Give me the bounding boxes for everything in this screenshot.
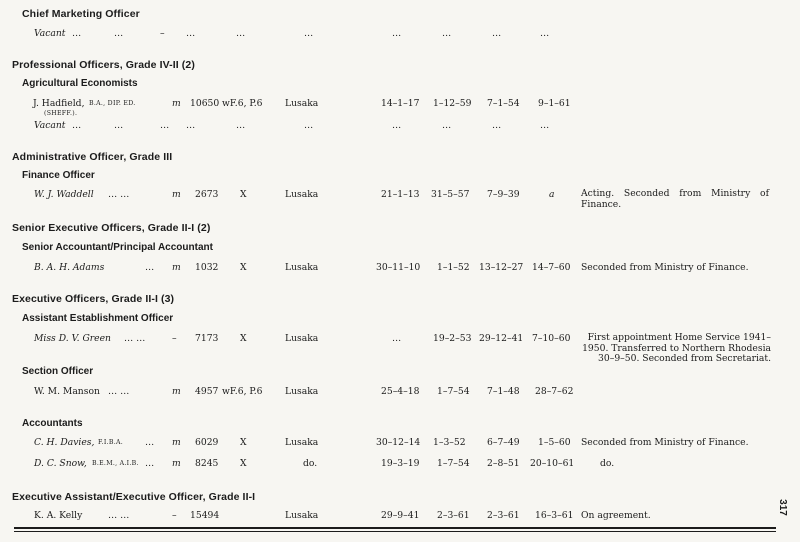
section-heading: Senior Executive Officers, Grade II-I (2): [12, 222, 211, 234]
salary: 10650: [190, 98, 220, 109]
station: Lusaka: [285, 510, 319, 521]
leader-dots: …: [160, 120, 170, 131]
officer-name: Vacant: [34, 120, 66, 131]
officer-name: Miss D. V. Green: [34, 333, 111, 344]
officer-name: Vacant: [34, 28, 66, 39]
degree: B.A., DIP. ED.: [89, 100, 136, 107]
leader-dots: … …: [124, 333, 146, 344]
next-date: a: [549, 189, 555, 200]
remarks: Seconded from Ministry of Finance.: [581, 437, 749, 448]
remarks: Acting. Seconded from Ministry of Finance.: [581, 188, 769, 210]
leader-dots: … …: [108, 510, 130, 521]
salary: 15494: [190, 510, 220, 521]
officer-name: W. J. Waddell: [34, 189, 94, 200]
station: do.: [303, 458, 318, 469]
leader-dots: …: [145, 437, 155, 448]
station: Lusaka: [285, 437, 319, 448]
post-date: 6–7–49: [487, 437, 520, 448]
next-blank: …: [540, 28, 550, 39]
leader-dots: …: [72, 28, 82, 39]
section-heading: Chief Marketing Officer: [22, 8, 140, 20]
grade: X: [240, 333, 247, 344]
subsection-heading: Section Officer: [22, 366, 94, 377]
birth-blank: …: [392, 28, 402, 39]
subsection-heading: Accountants: [22, 418, 83, 429]
salary-blank: …: [186, 120, 196, 131]
grade: X: [240, 189, 247, 200]
officer-name: W. M. Manson: [34, 386, 100, 397]
next-date: 14–7–60: [532, 262, 571, 273]
leader-dots: …: [114, 120, 124, 131]
appointment-date: 1–7–54: [437, 458, 470, 469]
appointment-date: 31–5–57: [431, 189, 470, 200]
bottom-rule: [14, 527, 776, 529]
post-date: 7–1–48: [487, 386, 520, 397]
next-date: 7–10–60: [532, 333, 571, 344]
grade: X: [240, 437, 247, 448]
officer-name: C. H. Davies,: [34, 437, 95, 448]
salary-blank: …: [186, 28, 196, 39]
birth-date: 19–3–19: [381, 458, 420, 469]
appt-blank: …: [442, 28, 452, 39]
salary: 6029: [195, 437, 219, 448]
bottom-rule: [14, 531, 776, 532]
remarks: On agreement.: [581, 510, 651, 521]
birth-date: 25–4–18: [381, 386, 420, 397]
station-blank: …: [304, 28, 314, 39]
salary: 4957: [195, 386, 219, 397]
section-heading: Executive Assistant/Executive Officer, Grade II-I: [12, 491, 256, 503]
remarks: First appointment Home Service 1941–1950. Transferred to Northern Rhodesia 30–9–50. Seconded from Secretariat.: [582, 332, 771, 364]
status: m: [172, 458, 181, 469]
post-blank: …: [492, 120, 502, 131]
status: –: [172, 333, 177, 344]
officer-name: D. C. Snow,: [34, 458, 87, 469]
grade-blank: …: [236, 120, 246, 131]
next-date: 9–1–61: [538, 98, 571, 109]
post-date: 7–1–54: [487, 98, 520, 109]
officer-name: B. A. H. Adams: [34, 262, 105, 273]
leader-dots: …: [145, 262, 155, 273]
post-date: 13–12–27: [479, 262, 524, 273]
degree: B.E.M., A.I.B.: [92, 460, 139, 467]
subsection-heading: Finance Officer: [22, 170, 95, 181]
birth-date: 30–12–14: [376, 437, 421, 448]
grade: wF.6, P.6: [222, 386, 263, 397]
status: m: [172, 386, 181, 397]
post-date: 2–3–61: [487, 510, 520, 521]
station-blank: …: [304, 120, 314, 131]
status: m: [172, 189, 181, 200]
leader-dots: …: [114, 28, 124, 39]
station: Lusaka: [285, 386, 319, 397]
appointment-date: 1–12–59: [433, 98, 472, 109]
grade: X: [240, 458, 247, 469]
birth-date: …: [392, 333, 402, 344]
station: Lusaka: [285, 98, 319, 109]
appointment-date: 2–3–61: [437, 510, 470, 521]
degree-cont: (SHEFF.).: [44, 110, 78, 117]
status: m: [172, 437, 181, 448]
appointment-date: 1–7–54: [437, 386, 470, 397]
birth-date: 30–11–10: [376, 262, 421, 273]
appt-blank: …: [442, 120, 452, 131]
station: Lusaka: [285, 262, 319, 273]
leader-dots: … …: [108, 386, 130, 397]
birth-blank: …: [392, 120, 402, 131]
birth-date: 14–1–17: [381, 98, 420, 109]
salary: 2673: [195, 189, 219, 200]
appointment-date: 1–1–52: [437, 262, 470, 273]
post-date: 7–9–39: [487, 189, 520, 200]
status: –: [172, 510, 177, 521]
status: m: [172, 262, 181, 273]
salary: 7173: [195, 333, 219, 344]
section-heading: Professional Officers, Grade IV-II (2): [12, 59, 195, 71]
page-number: 317: [776, 499, 788, 516]
section-heading: Executive Officers, Grade II-I (3): [12, 293, 175, 305]
officer-name: K. A. Kelly: [34, 510, 83, 521]
status-dash: –: [160, 28, 165, 39]
officer-name: J. Hadfield,: [33, 98, 85, 109]
subsection-heading: Senior Accountant/Principal Accountant: [22, 242, 213, 253]
remarks: Seconded from Ministry of Finance.: [581, 262, 749, 273]
station: Lusaka: [285, 333, 319, 344]
next-date: 16–3–61: [535, 510, 574, 521]
next-date: 28–7–62: [535, 386, 574, 397]
birth-date: 21–1–13: [381, 189, 420, 200]
grade: wF.6, P.6: [222, 98, 263, 109]
post-date: 29–12–41: [479, 333, 524, 344]
grade: X: [240, 262, 247, 273]
degree: F.I.B.A.: [98, 439, 124, 446]
grade-blank: …: [236, 28, 246, 39]
post-date: 2–8–51: [487, 458, 520, 469]
remarks: do.: [600, 458, 615, 469]
station: Lusaka: [285, 189, 319, 200]
status: m: [172, 98, 181, 109]
subsection-heading: Agricultural Economists: [22, 78, 138, 89]
next-date: 1–5–60: [538, 437, 571, 448]
birth-date: 29–9–41: [381, 510, 420, 521]
leader-dots: …: [145, 458, 155, 469]
next-date: 20–10–61: [530, 458, 575, 469]
appointment-date: 19–2–53: [433, 333, 472, 344]
post-blank: …: [492, 28, 502, 39]
leader-dots: … …: [108, 189, 130, 200]
subsection-heading: Assistant Establishment Officer: [22, 313, 174, 324]
salary: 1032: [195, 262, 219, 273]
appointment-date: 1–3–52: [433, 437, 466, 448]
leader-dots: …: [72, 120, 82, 131]
salary: 8245: [195, 458, 219, 469]
next-blank: …: [540, 120, 550, 131]
section-heading: Administrative Officer, Grade III: [12, 151, 173, 163]
